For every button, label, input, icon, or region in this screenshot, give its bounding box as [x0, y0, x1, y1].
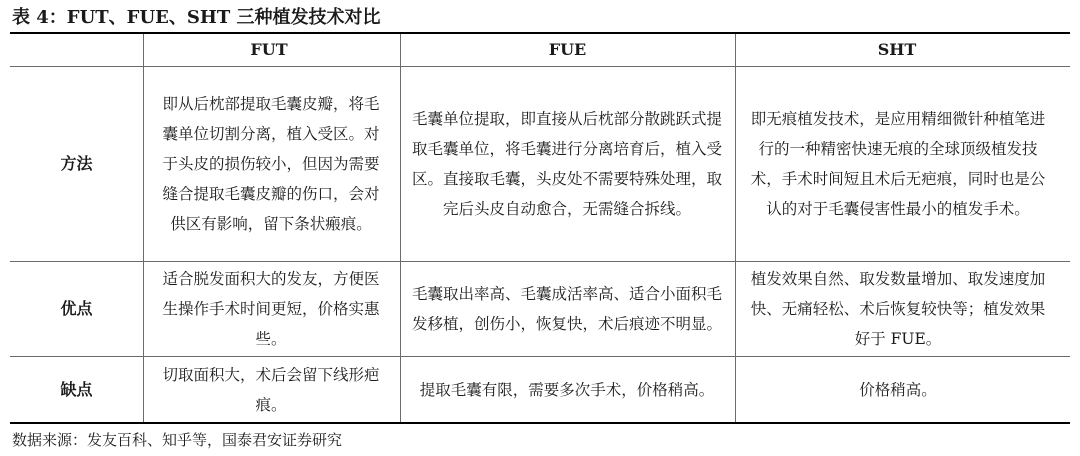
cell-fut-advantages: 适合脱发面积大的发友，方便医生操作手术时间更短，价格实惠些。 — [162, 270, 380, 348]
column-separator — [735, 34, 736, 422]
cell-sht-method: 即无痕植发技术，是应用精细微针种植笔进行的一种精密快速无痕的全球顶级植发技术，手术时间短且术后无疤痕，同时也是公认的对于毛囊侵害性最小的植发手术。 — [750, 110, 1046, 218]
table-title: 表 4：FUT、FUE、SHT 三种植发技术对比 — [12, 7, 381, 28]
row-label-advantages: 优点 — [60, 299, 93, 318]
cell-fue-disadvantages: 提取毛囊有限，需要多次手术，价格稍高。 — [419, 380, 715, 399]
cell-sht-disadvantages: 价格稍高。 — [859, 380, 937, 399]
cell-fut-method: 即从后枕部提取毛囊皮瓣，将毛囊单位切割分离，植入受区。对于头皮的损伤较小，但因为需要缝合提取毛囊皮瓣的伤口，会对供区有影响，留下条状瘢痕。 — [162, 95, 380, 233]
cell-fut-disadvantages: 切取面积大，术后会留下线形疤痕。 — [162, 365, 380, 414]
row-label-method: 方法 — [60, 154, 93, 173]
column-separator — [400, 34, 401, 422]
cell-fue-advantages: 毛囊取出率高、毛囊成活率高、适合小面积毛发移植，创伤小，恢复快，术后痕迹不明显。 — [412, 285, 723, 333]
column-separator — [143, 34, 144, 422]
row-label-disadvantages: 缺点 — [60, 379, 93, 399]
source-note: 数据来源：发友百科、知乎等，国泰君安证券研究 — [12, 431, 343, 449]
cell-fue-method: 毛囊单位提取，即直接从后枕部分散跳跃式提取毛囊单位，将毛囊进行分离培育后，植入受区。直接取毛囊，头皮处不需要特殊处理，取完后头皮自动愈合，无需缝合拆线。 — [412, 110, 723, 218]
column-header-fut: FUT — [250, 40, 288, 59]
column-header-sht: SHT — [877, 40, 917, 59]
bottom-rule — [10, 422, 1070, 424]
column-header-fue: FUE — [548, 40, 587, 59]
cell-sht-advantages: 植发效果自然、取发数量增加、取发速度加快、无痛轻松、术后恢复较快等；植发效果好于 FUE。 — [750, 270, 1046, 348]
top-rule — [10, 32, 1070, 34]
